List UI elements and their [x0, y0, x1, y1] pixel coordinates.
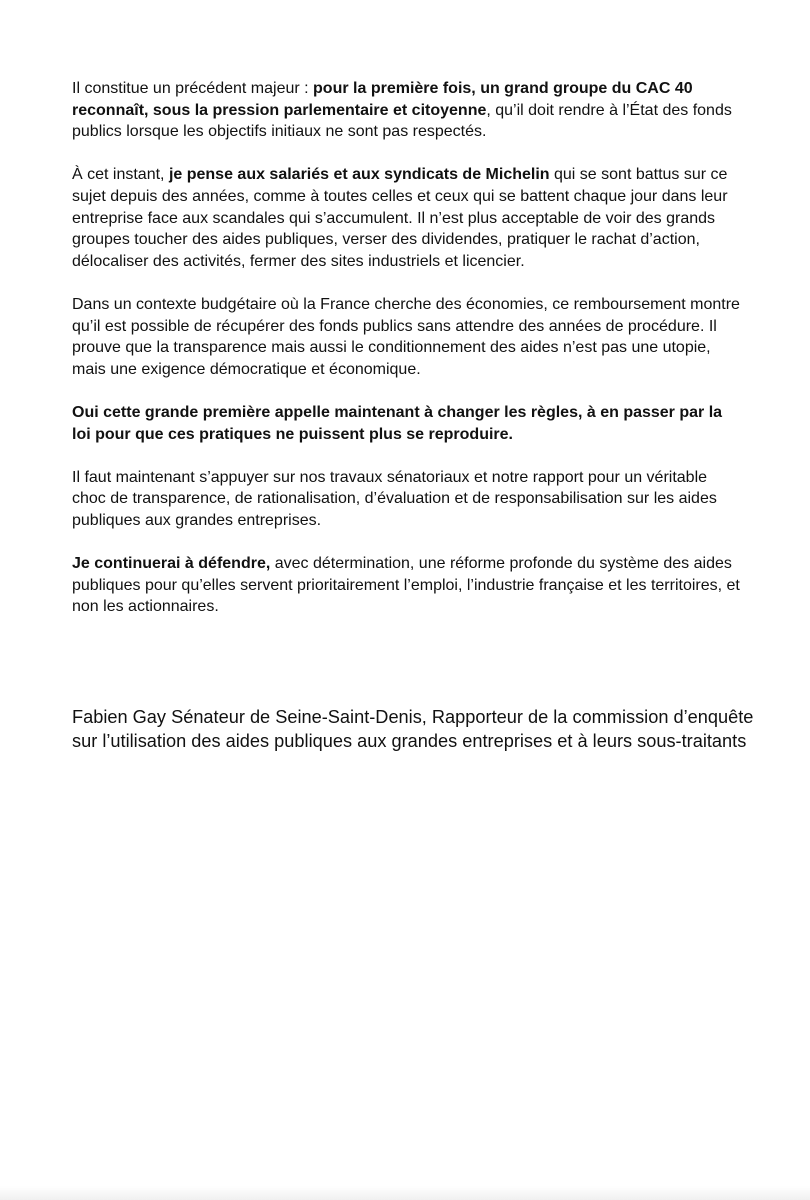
paragraph-emphasis: pour la première fois, un grand groupe du CAC 40 reconnaît, sous la pression parlementaire et citoyenne [72, 80, 693, 119]
paragraph-text: Dans un contexte budgétaire où la France cherche des économies, ce remboursement montre qu’il est possible de récupérer des fonds publics sans attendre des années de procédure. Il prouve que la transparence mais aussi le conditionnement des aides n’est pas une utopie, mais une exigence démocratique et économique. [72, 295, 740, 378]
paragraph-emphasis: je pense aux salariés et aux syndicats de Michelin [168, 166, 550, 184]
paragraph-budget-context [72, 294, 742, 380]
paragraph-text: Il constitue un précédent majeur : [72, 80, 314, 97]
page-bottom-shadow [0, 1186, 810, 1200]
paragraph-text: avec détermination, une réforme profonde du système des aides publiques pour qu’elles servent prioritairement l’emploi, l’industrie française et les territoires, et non les actionnaires. [72, 555, 740, 616]
paragraph-continue-defend [72, 553, 742, 618]
paragraph-text: qui se sont battus sur ce sujet depuis des années, comme à toutes celles et ceux qui se battent chaque jour dans leur entreprise face aux scandales qui s’accumulent. Il n’est plus acceptable de voir des grands groupes toucher des aides publiques, verser des dividendes, pratiquer le rachat d’action, délocaliser des activités, fermer des sites industriels et licencier. [72, 166, 728, 270]
paragraph-precedent [72, 78, 742, 143]
signature-block: Fabien Gay Sénateur de Seine-Saint-Denis, Rapporteur de la commission d’enquête sur l’utilisation des aides publiques aux grandes entreprises et à leurs sous-traitants [72, 707, 754, 751]
paragraph-senate-work [72, 467, 742, 532]
paragraph-text: , qu’il doit rendre à l’État des fonds publics lorsque les objectifs initiaux ne sont pas respectés. [72, 101, 732, 141]
paragraph-emphasis: Je continuerai à défendre, [72, 555, 271, 573]
paragraph-emphasis: Oui cette grande première appelle maintenant à changer les règles, à en passer par la loi pour que ces pratiques ne puissent plus se reproduire. [72, 403, 723, 443]
paragraph-text: Il faut maintenant s’appuyer sur nos travaux sénatoriaux et notre rapport pour un véritable choc de transparence, de rationalisation, d’évaluation et de responsabilisation sur les aides publiques aux grandes entreprises. [72, 468, 717, 529]
paragraph-text: À cet instant, [72, 166, 169, 184]
document-body [72, 78, 742, 639]
paragraph-michelin-workers [72, 164, 742, 272]
paragraph-change-rules [72, 402, 742, 445]
